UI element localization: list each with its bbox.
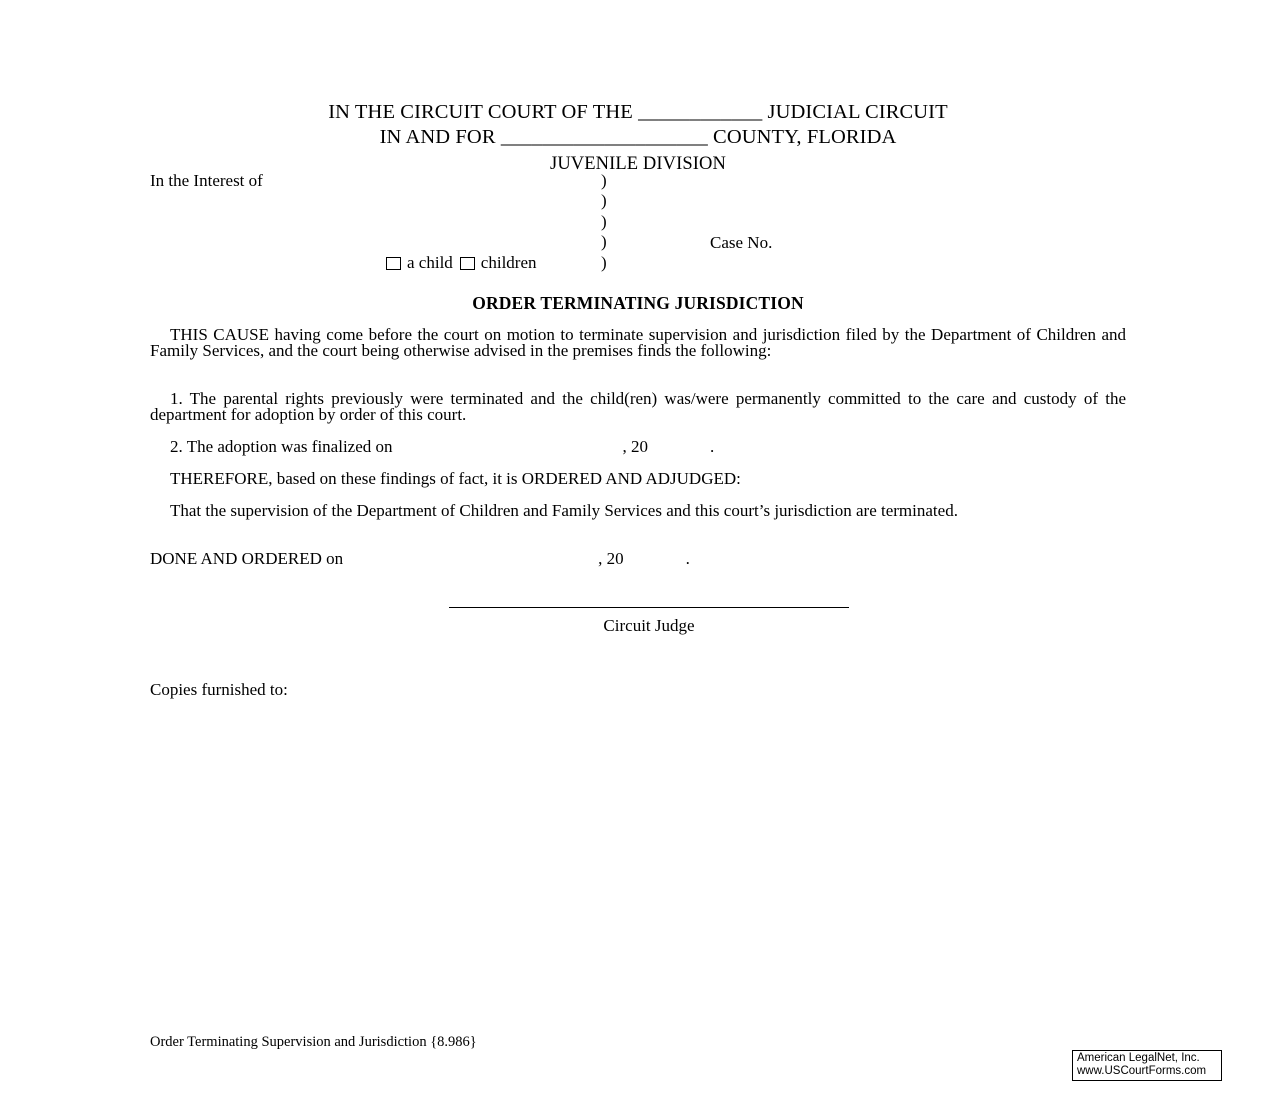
child-designation-row bbox=[386, 253, 544, 273]
done-suffix: . bbox=[685, 549, 690, 568]
preamble-block bbox=[150, 327, 1126, 360]
a-child-label: a child bbox=[407, 253, 453, 272]
copies-furnished-label: Copies furnished to: bbox=[150, 680, 288, 699]
case-caption bbox=[150, 171, 1126, 281]
therefore-paragraph: THEREFORE, based on these findings of fact, it is ORDERED AND ADJUDGED: bbox=[170, 469, 741, 488]
court-header bbox=[150, 100, 1126, 176]
legalnet-company-name: American LegalNet, Inc. bbox=[1077, 1052, 1200, 1064]
children-checkbox[interactable] bbox=[460, 257, 475, 270]
caption-paren-4: ) bbox=[601, 232, 607, 252]
court-header-line-1: IN THE CIRCUIT COURT OF THE ____________ JUDICIAL CIRCUIT bbox=[328, 101, 948, 123]
finding-2-suffix: . bbox=[710, 437, 715, 456]
therefore-block bbox=[150, 471, 1126, 487]
form-footer-note: Order Terminating Supervision and Jurisdiction {8.986} bbox=[150, 1034, 477, 1050]
circuit-judge-label: Circuit Judge bbox=[603, 616, 695, 635]
caption-paren-column bbox=[601, 171, 607, 273]
caption-paren-5: ) bbox=[601, 252, 607, 272]
finding-1-paragraph: 1. The parental rights previously were terminated and the child(ren) was/were permanently committed to the care and custody of the department for adoption by order of this court. bbox=[150, 389, 1126, 425]
court-header-division: JUVENILE DIVISION bbox=[550, 154, 726, 174]
finding-2-block bbox=[150, 439, 1126, 455]
court-header-line-2: IN AND FOR ____________________ COUNTY, FLORIDA bbox=[379, 126, 897, 148]
american-legalnet-stamp bbox=[1072, 1050, 1222, 1081]
caption-paren-1: ) bbox=[601, 171, 607, 190]
caption-paren-2: ) bbox=[601, 191, 607, 211]
signature-block bbox=[449, 607, 849, 636]
finding-1-block bbox=[150, 391, 1126, 424]
done-year-prefix: , 20 bbox=[598, 549, 624, 568]
legalnet-website: www.USCourtForms.com bbox=[1077, 1065, 1207, 1077]
caption-paren-3: ) bbox=[601, 211, 607, 231]
children-label: children bbox=[480, 253, 537, 272]
document-title: ORDER TERMINATING JURISDICTION bbox=[472, 293, 804, 313]
finding-2-year-prefix: , 20 bbox=[622, 437, 649, 456]
a-child-checkbox[interactable] bbox=[386, 257, 401, 270]
preamble-paragraph: THIS CAUSE having come before the court on motion to terminate supervision and jurisdiction filed by the Department of Children and Family Services, and the court being otherwise advised in the premises finds the following: bbox=[150, 325, 1126, 361]
case-number-label: Case No. bbox=[710, 232, 773, 252]
in-the-interest-of-label: In the Interest of bbox=[150, 171, 263, 190]
finding-2-prefix: 2. The adoption was finalized on bbox=[170, 437, 393, 456]
finding-2-paragraph bbox=[150, 439, 1126, 455]
done-prefix: DONE AND ORDERED on bbox=[150, 549, 344, 568]
ordered-clause-paragraph: That the supervision of the Department of Children and Family Services and this court’s jurisdiction are terminated. bbox=[170, 501, 958, 520]
done-and-ordered-paragraph bbox=[150, 551, 1126, 567]
ordered-clause-block bbox=[150, 503, 1126, 519]
done-and-ordered-block bbox=[150, 551, 1126, 567]
